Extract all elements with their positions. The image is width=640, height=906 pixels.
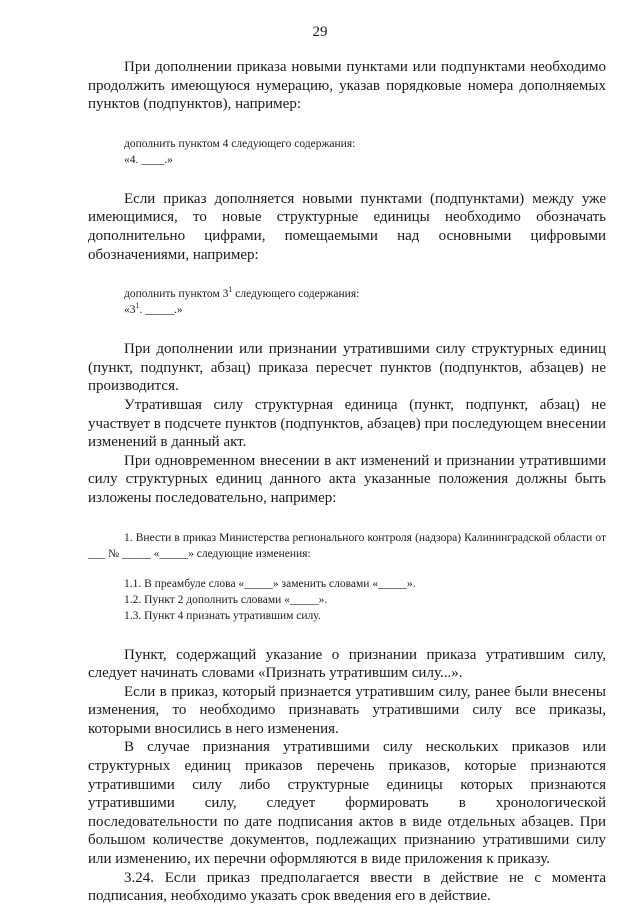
example-line: «4. ____.» <box>124 153 173 166</box>
paragraph-no-renumbering: При дополнении или признании утратившими силу структурных единиц (пункт, подпункт, абзац) приказа пересчет пунктов (подпунктов, абзацев) не производится. <box>88 341 606 395</box>
paragraph-invalid-unit: Утратившая силу структурная единица (пункт, подпункт, абзац) не участвует в подсчете пунктов (подпунктов, абзацев) при последующем внесении изменений в данный акт. <box>88 396 606 451</box>
paragraph-multiple-orders: В случае признания утратившими силу нескольких приказов или структурных единиц приказов перечень приказов, которые признаются утратившими силу либо структурные единицы которых признаются утратившими силу, следует формировать в хронологической последовательности по дате подписания актов в виде отдельных абзацев. При большом количестве документов, подлежащих признанию утратившими силу или изменению, их перечни оформляются в виде приложения к приказу. <box>88 739 606 868</box>
example-item: 1.3. Пункт 4 признать утратившим силу. <box>124 609 321 622</box>
paragraph-amended-orders: Если в приказ, который признается утратившим силу, ранее были внесены изменения, то необходимо признавать утратившими силу все приказы, которыми вносились в него изменения. <box>88 683 606 737</box>
page-number: 29 <box>312 24 328 40</box>
example-amendment <box>88 530 606 624</box>
example-intro: 1. Внести в приказ Министерства регионального контроля (надзора) Калининградской области от ___ № _____ «_____» следующие изменения: <box>88 531 606 560</box>
example-line: дополнить пунктом $3^1$ следующего содержания: <box>124 285 360 301</box>
paragraph-insert-between: Если приказ дополняется новыми пунктами (подпунктами) между уже имеющимися, то новые структурные единицы необходимо обозначать дополнительно цифрами, помещаемыми над основными цифровыми обозначениями, например: <box>88 190 606 263</box>
paragraph-effective-date: 3.24. Если приказ предполагается ввести в действие не с момента подписания, необходимо указать срок введения его в действие. <box>88 869 606 905</box>
example-add-item <box>88 136 606 168</box>
example-item: 1.1. В преамбуле слова «_____» заменить словами «_____». <box>124 577 416 590</box>
example-line: «$3^1$. _____.» <box>124 301 183 317</box>
paragraph-simultaneous-changes: При одновременном внесении в акт изменений и признании утратившими силу структурных единиц данного акта указанные положения должны быть изложены последовательно, например: <box>88 452 606 506</box>
example-line: дополнить пунктом 4 следующего содержания: <box>124 137 356 150</box>
paragraph-numbering-rule: При дополнении приказа новыми пунктами или подпунктами необходимо продолжить имеющуюся нумерацию, указав порядковые номера дополняемых пунктов (подпунктов), например: <box>88 59 606 113</box>
paragraph-invalidation-wording: Пункт, содержащий указание о признании приказа утратившим силу, следует начинать словами «Признать утратившим силу...». <box>88 646 606 682</box>
example-superscript-item <box>88 286 606 318</box>
document-body <box>88 58 606 906</box>
example-item: 1.2. Пункт 2 дополнить словами «_____». <box>124 593 328 606</box>
